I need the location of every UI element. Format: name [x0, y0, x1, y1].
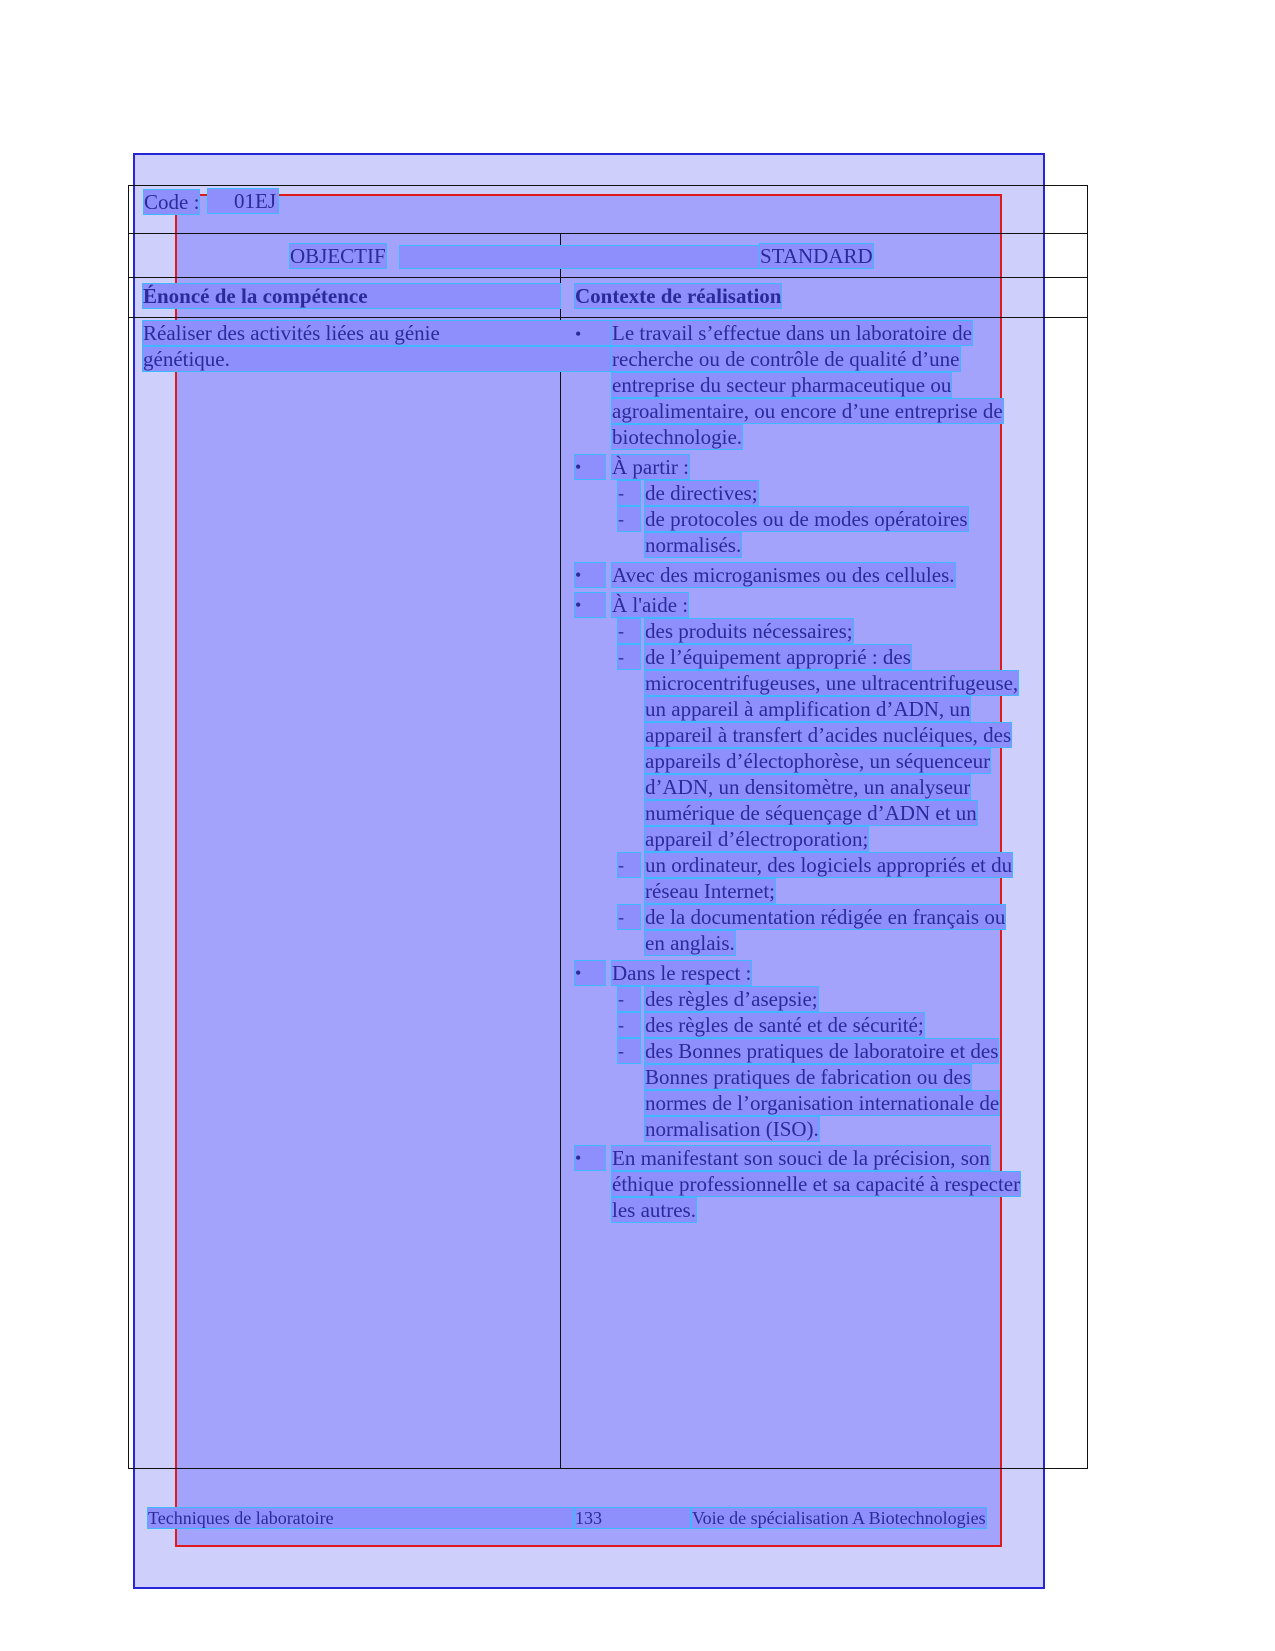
b4-item-2-line-1: de l’équipement approprié : des: [645, 645, 911, 669]
bullet-2-dot: •: [575, 455, 605, 479]
enonce-title: Énoncé de la compétence: [143, 284, 560, 308]
b4-item-3-dash: -: [618, 853, 640, 877]
table-column-divider: [560, 233, 561, 1469]
b4-item-3-line-2: réseau Internet;: [645, 879, 776, 903]
code-value: 01EJ: [208, 189, 278, 213]
bullet-6-dot: •: [575, 1146, 605, 1170]
table-row-line-1: [128, 233, 1088, 234]
code-label: Code :: [144, 190, 200, 214]
b4-item-2-line-7: numérique de séquençage d’ADN et un: [645, 801, 977, 825]
b2-item-2-line-1: de protocoles ou de modes opératoires: [645, 507, 968, 531]
b3-line: Avec des microganismes ou des cellules.: [612, 563, 955, 587]
objectif-header: OBJECTIF: [290, 244, 386, 268]
b5-item-3-line-3: normes de l’organisation internationale de: [645, 1091, 1000, 1115]
footer-right: Voie de spécialisation A Biotechnologies: [692, 1508, 986, 1528]
bullet-5-dot: •: [575, 961, 605, 985]
b5-item-2-line-1: des règles de santé et de sécurité;: [645, 1013, 924, 1037]
b4-item-1-line-1: des produits nécessaires;: [645, 619, 853, 643]
table-border-right: [1087, 185, 1088, 1469]
contexte-title: Contexte de réalisation: [575, 284, 782, 308]
b2-item-1-line-1: de directives;: [645, 481, 758, 505]
b1-line-2: recherche ou de contrôle de qualité d’une: [612, 347, 960, 371]
b5-item-3-dash: -: [618, 1039, 640, 1063]
b4-item-2-line-3: un appareil à amplification d’ADN, un: [645, 697, 971, 721]
b2-item-1-dash: -: [618, 481, 640, 505]
b4-item-2-line-4: appareil à transfert d’acides nucléiques, des: [645, 723, 1012, 747]
b5-item-1-dash: -: [618, 987, 640, 1011]
b4-item-1-dash: -: [618, 619, 640, 643]
b5-item-3-line-4: normalisation (ISO).: [645, 1117, 819, 1141]
b2-line: À partir :: [612, 455, 689, 479]
enonce-line-1: Réaliser des activités liées au génie: [143, 321, 613, 345]
bullet-3-dot: •: [575, 563, 605, 587]
table-border-top: [128, 185, 1088, 186]
b5-item-3-line-2: Bonnes pratiques de fabrication ou des: [645, 1065, 971, 1089]
table-row-line-2: [128, 277, 1088, 278]
bullet-1-dot: •: [575, 324, 582, 344]
footer-page-number: 133: [575, 1508, 690, 1528]
b5-item-1-line-1: des règles d’asepsie;: [645, 987, 818, 1011]
header-band: [400, 246, 760, 268]
b1-line-3: entreprise du secteur pharmaceutique ou: [612, 373, 952, 397]
b1-line-5: biotechnologie.: [612, 425, 743, 449]
b4-item-4-dash: -: [618, 905, 640, 929]
table-border-left: [128, 185, 129, 1469]
b2-item-2-line-2: normalisés.: [645, 533, 742, 557]
b1-line-1: Le travail s’effectue dans un laboratoire de: [612, 321, 972, 345]
b4-item-2-line-8: appareil d’électroporation;: [645, 827, 869, 851]
standard-header: STANDARD: [760, 244, 873, 268]
table-row-line-3: [128, 317, 1088, 318]
b4-item-3-line-1: un ordinateur, des logiciels appropriés et du: [645, 853, 1013, 877]
table-border-bottom: [128, 1468, 1088, 1469]
b4-item-2-line-6: d’ADN, un densitomètre, un analyseur: [645, 775, 971, 799]
b4-item-2-dash: -: [618, 645, 640, 669]
enonce-line-2: génétique.: [143, 347, 613, 371]
b6-line-3: les autres.: [612, 1198, 696, 1222]
b4-item-2-line-5: appareils d’électophorèse, un séquenceur: [645, 749, 991, 773]
b1-line-4: agroalimentaire, ou encore d’une entreprise de: [612, 399, 1003, 423]
b4-item-4-line-2: en anglais.: [645, 931, 735, 955]
b4-item-2-line-2: microcentrifugeuses, une ultracentrifugeuse,: [645, 671, 1019, 695]
bullet-4-dot: •: [575, 593, 605, 617]
b2-item-2-dash: -: [618, 507, 640, 531]
b5-item-2-dash: -: [618, 1013, 640, 1037]
b5-line: Dans le respect :: [612, 961, 752, 985]
b4-item-4-line-1: de la documentation rédigée en français ou: [645, 905, 1006, 929]
footer-left: Techniques de laboratoire: [148, 1508, 573, 1528]
b6-line-2: éthique professionnelle et sa capacité à respecter: [612, 1172, 1021, 1196]
b4-line: À l'aide :: [612, 593, 689, 617]
b6-line-1: En manifestant son souci de la précision, son: [612, 1146, 990, 1170]
b5-item-3-line-1: des Bonnes pratiques de laboratoire et des: [645, 1039, 999, 1063]
